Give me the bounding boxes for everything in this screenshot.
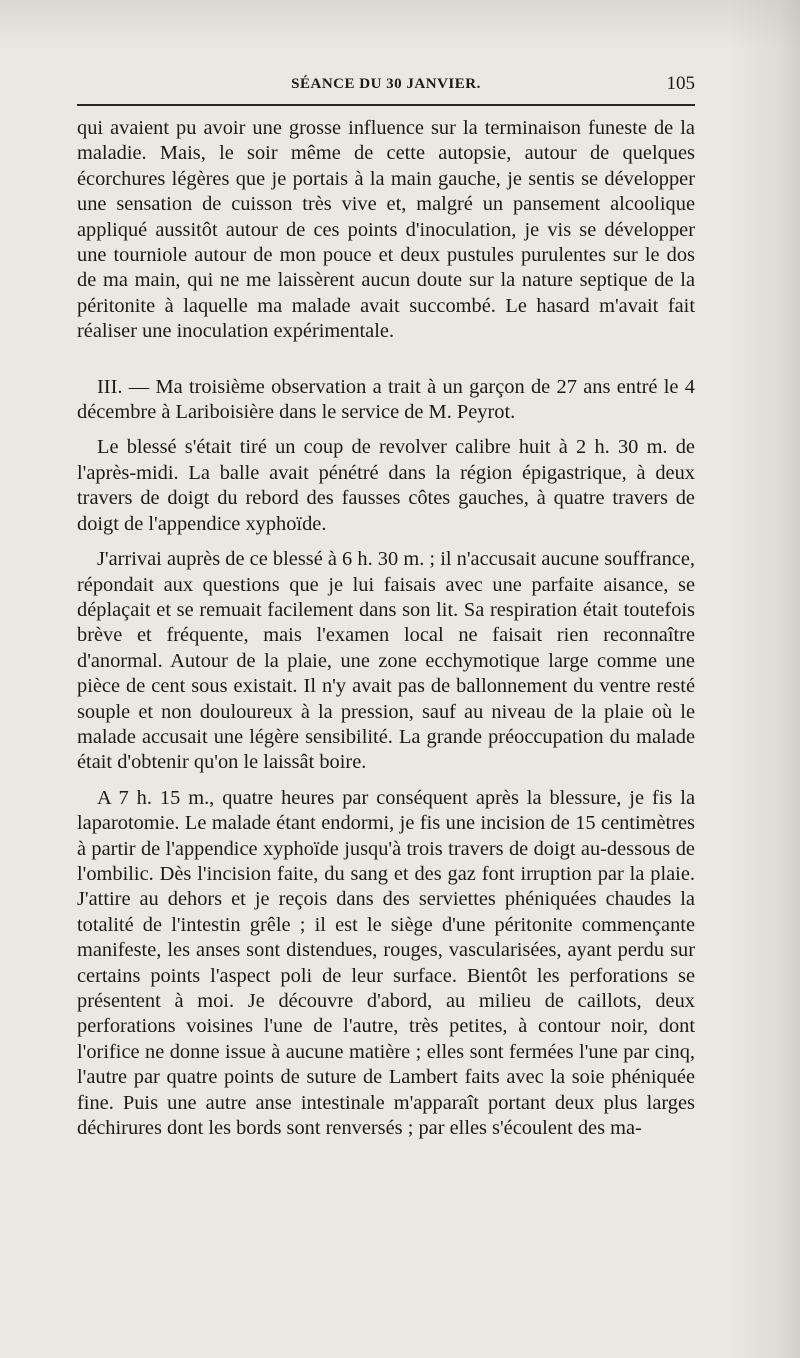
paragraph-injury: Le blessé s'était tiré un coup de revolver calibre huit à 2 h. 30 m. de l'après-midi. La balle avait pénétré dans la région épigastrique, à deux travers de doigt du rebord des fausses côtes gauches, à quatre travers de doigt de l'appendice xyphoïde.: [77, 436, 695, 535]
header-rule: [77, 104, 695, 106]
paragraph-observation-iii: III. — Ma troisième observation a trait à un garçon de 27 ans entré le 4 décembre à Lariboisière dans le service de M. Peyrot.: [77, 375, 695, 424]
page-header: [77, 70, 695, 98]
page-number: 105: [666, 73, 695, 94]
page-shadow-right: [730, 0, 800, 1358]
paragraph-continuation: qui avaient pu avoir une grosse influence sur la terminaison funeste de la maladie. Mais, le soir même de cette autopsie, autour de quelques écorchures légères que je portais à la main gauche, je sentis se développer une sensation de cuisson très vive et, malgré un pansement alcoolique appliqué aussitôt autour de ces points d'inoculation, je vis se développer une tourniole autour de mon pouce et deux pustules purulentes sur le dos de ma main, qui ne me laissèrent aucun doute sur la nature septique de la péritonite à laquelle ma malade avait succombé. Le hasard m'avait fait réaliser une inoculation expérimentale.: [77, 117, 695, 343]
running-title: SÉANCE DU 30 JANVIER.: [291, 76, 481, 92]
body-text: [77, 116, 695, 1141]
paragraph-laparotomy: A 7 h. 15 m., quatre heures par conséquent après la blessure, je fis la laparotomie. Le malade étant endormi, je fis une incision de 15 centimètres à partir de l'appendice xyphoïde jusqu'à trois travers de doigt au-dessous de l'ombilic. Dès l'incision faite, du sang et des gaz font irruption par la plaie. J'attire au dehors et je reçois dans des serviettes phéniquées chaudes la totalité de l'intestin grêle ; il est le siège d'une péritonite commençante manifeste, les anses sont distendues, rouges, vascularisées, ayant perdu sur certains points l'aspect poli de leur surface. Bientôt les perforations se présentent à moi. Je découvre d'abord, au milieu de caillots, deux perforations voisines l'une de l'autre, très petites, à contour noir, dont l'orifice ne donne issue à aucune matière ; elles sont fermées l'une par cinq, l'autre par quatre points de suture de Lambert faits avec la soie phéniquée fine. Puis une autre anse intestinale m'apparaît portant deux plus larges déchirures dont les bords sont renversés ; par elles s'écoulent des ma-: [77, 786, 695, 1140]
page-shadow-top: [0, 0, 800, 50]
paragraph-examination: J'arrivai auprès de ce blessé à 6 h. 30 m. ; il n'accusait aucune souffrance, répondait aux questions que je lui faisais avec une parfaite aisance, se déplaçait et se remuait facilement dans son lit. Sa respiration était toutefois brève et fréquente, mais l'examen local ne faisait rien reconnaître d'anormal. Autour de la plaie, une zone ecchymotique large comme une pièce de cent sous existait. Il n'y avait pas de ballonnement du ventre resté souple et non douloureux à la pression, sauf au niveau de la plaie où le malade accusait une légère sensibilité. La grande préoccupation du malade était d'obtenir qu'on le laissât boire.: [77, 548, 695, 774]
